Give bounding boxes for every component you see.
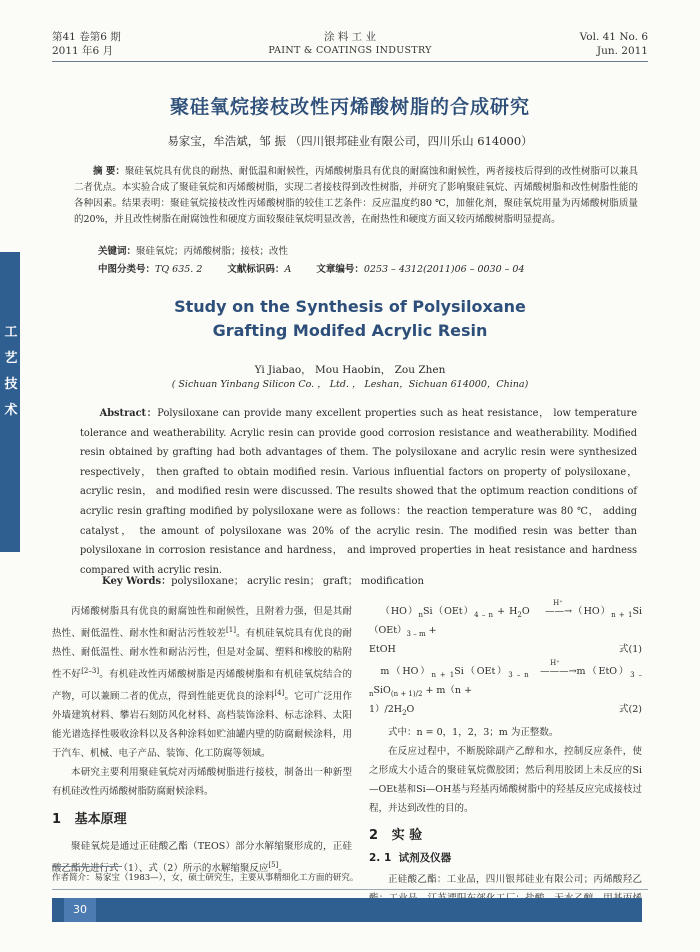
abstract-cn-text: 聚硅氧烷具有优良的耐热、耐低温和耐候性，丙烯酸树脂具有优良的耐腐蚀和耐候性，两者接枝后得到的改性树脂可以兼具二者优点。本实验合成了聚硅氧烷和丙烯酸树脂，实现二者接枝得到改性树脂，并研究了影响聚硅氧烷、丙烯酸树脂和改性树脂性能的各种因素。结果表明：聚硅氧烷接枝改性丙烯酸树脂的较佳工艺条件：反应温度约80 ℃，加催化剂，聚硅氧烷用量为丙烯酸树脂质量的20%，并且改性树脂在耐腐蚀性和硬度方面较聚硅氧烷明显改善，在耐热性和硬度方面又较丙烯酸树脂明显提高。 — [74, 166, 638, 225]
page-number: 30 — [64, 898, 96, 922]
equation-2-number: 式(2) — [619, 703, 642, 715]
title-en-line1: Study on the Synthesis of Polysiloxane — [174, 297, 526, 316]
body-left-column — [52, 602, 352, 879]
section-1-heading: 1 基本原理 — [52, 812, 127, 828]
title-en-line2: Grafting Modifed Acrylic Resin — [212, 321, 488, 340]
abstract-en — [80, 404, 637, 580]
intro-paragraph-2: 本研究主要利用聚硅氧烷对丙烯酸树脂进行接枝，制备出一种新型有机硅改性丙烯酸树脂防腐耐候涂料。 — [52, 767, 352, 798]
keywords-en-text: polysiloxane； acrylic resin； graft； modification — [171, 576, 424, 587]
doc-code: 文献标识码：A — [227, 264, 292, 275]
footer-bar — [52, 898, 642, 922]
article-number: 文章编号：0253 – 4312(2011)06 – 0030 – 04 — [316, 264, 525, 275]
principle-paragraph: 聚硅氧烷是通过正硅酸乙酯（TEOS）部分水解缩聚形成的，正硅酸乙酯先进行式（1）、式（2）所示的水解缩聚反应[5]。 — [52, 841, 352, 875]
header-vol-no: Vol. 41 No. 6 — [579, 31, 648, 43]
header-center — [250, 30, 450, 58]
header-date: 2011 年6 月 — [52, 45, 114, 57]
header-left — [52, 30, 121, 58]
footer-rule — [52, 889, 648, 890]
equation-1: $(HO)_nSi(OEt)_{4 - n} + H_2O$ H⁺ $——\to(HO)_{n + 1}Si(OEt)_{3 - m}$ + EtOH 式(1) — [369, 604, 642, 658]
header-month: Jun. 2011 — [596, 45, 648, 57]
abstract-cn-label: 摘 要： — [93, 166, 125, 177]
catalyst-label-1: H⁺ — [553, 599, 563, 607]
header-volume: 第41 卷第6 期 — [52, 31, 121, 43]
equation-1-number: 式(1) — [619, 643, 642, 655]
section-2-heading: 2 实 验 — [369, 828, 423, 844]
reaction-arrow-2: ———→ — [540, 665, 577, 677]
section-2-1-heading: 2. 1 试剂及仪器 — [369, 852, 452, 865]
keywords-en-label: Key Words： — [102, 576, 172, 587]
abstract-cn — [74, 164, 638, 228]
authors-cn: 易家宝，牟浩斌，邹 振 （四川银邦硅业有限公司，四川乐山 614000） — [167, 134, 533, 148]
abstract-en-text: Polysiloxane can provide many excellent properties such as heat resistance， low temperature tolerance and weatherability. Acrylic resin can provide good corrosion resistance and weatherability. Modified resin obtained by grafting had both advantages of them. The polysiloxane and acrylic resin were synthesized respectively， then grafted to obtain modified resin. Various influential factors on property of polysiloxane， acrylic resin， and modified resin were discussed. The results showed that the optimum reaction conditions of acrylic resin grafting modified by polysiloxane were as follows：the reaction temperature was 80 ℃， adding catalyst， the amount of polysiloxane was 20% of the acrylic resin. The modified resin was better than polysiloxane in corrosion resistance and hardness， and improved properties in heat resistance and hardness compared with acrylic resin. — [80, 408, 637, 576]
footnote-rule — [52, 866, 122, 867]
keywords-cn-text: 聚硅氧烷；丙烯酸树脂；接枝；改性 — [136, 246, 289, 257]
equation-2: $m(HO)_{n + 1}Si(OEt)_{3 - n}$ H⁺ $———\to m(EtO)_{3 - n}SiO_{(n + 1)/2} + m(n$ + $1)/2H_2O$ 式(2) — [369, 664, 642, 721]
reaction-paragraph: 在反应过程中，不断脱除副产乙醇和水，控制反应条件，使之形成大小适合的聚硅氧烷微胶团；然后利用胶团上未反应的Si—OEt基和Si—OH基与羟基丙烯酸树脂中的羟基反应完成接枝过程，并达到改性的目的。 — [369, 746, 642, 815]
authors-en: Yi Jiabao， Mou Haobin， Zou Zhen — [254, 364, 446, 376]
journal-title-cn: 涂 料 工 业 — [323, 31, 376, 43]
keywords-cn — [98, 244, 638, 260]
author-footnote: 作者简介：易家宝（1983—），女，硕士研究生，主要从事精细化工方面的研究。 — [52, 873, 359, 883]
intro-paragraph-1: 丙烯酸树脂具有优良的耐腐蚀性和耐候性，且附着力强，但是其耐热性、耐低温性、耐水性和耐沾污性较差[1]。有机硅氧烷具有优良的耐热性、耐低温性、耐水性和耐沾污性，但是对金属、塑料和橡胶的粘附性不好[2–3]。有机硅改性丙烯酸树脂是丙烯酸树脂和有机硅氧烷结合的产物，可以兼顾二者的优点，得到性能更优良的涂料[4]。它可广泛用作外墙建筑材料、攀岩石刻防风化材料、高档装饰涂料、标志涂料、太阳能光谱选择性吸收涂料以及各种涂料如贮油罐内壁的防腐耐候涂料，用于汽车、机械、电子产品、装饰、化工防腐等领域。 — [52, 606, 352, 760]
side-tab-label: 工艺技术 — [4, 325, 18, 418]
equation-note: 式中：n = 0，1，2，3；m 为正整数。 — [388, 727, 559, 739]
abstract-en-label: Abstract： — [99, 408, 158, 419]
header-rule — [52, 61, 648, 62]
journal-title-en: PAINT & COATINGS INDUSTRY — [268, 45, 432, 56]
affiliation-en: ( Sichuan Yinbang Silicon Co. ， Ltd. ， Leshan，Sichuan 614000，China) — [171, 379, 529, 390]
reagents-paragraph: 正硅酸乙酯：工业品，四川银邦硅业有限公司；丙烯酸羟乙 — [388, 874, 642, 886]
catalyst-label-2: H⁺ — [550, 658, 560, 667]
clc-code: 中图分类号：TQ 635. 2 — [98, 264, 203, 275]
article-title-cn: 聚硅氧烷接枝改性丙烯酸树脂的合成研究 — [169, 96, 530, 118]
classification-line — [98, 262, 638, 278]
keywords-en — [102, 574, 632, 590]
keywords-cn-label: 关键词： — [98, 246, 137, 257]
article-title-en — [0, 295, 700, 343]
header-right — [580, 30, 648, 58]
reaction-arrow-1: ——→ — [545, 606, 573, 617]
